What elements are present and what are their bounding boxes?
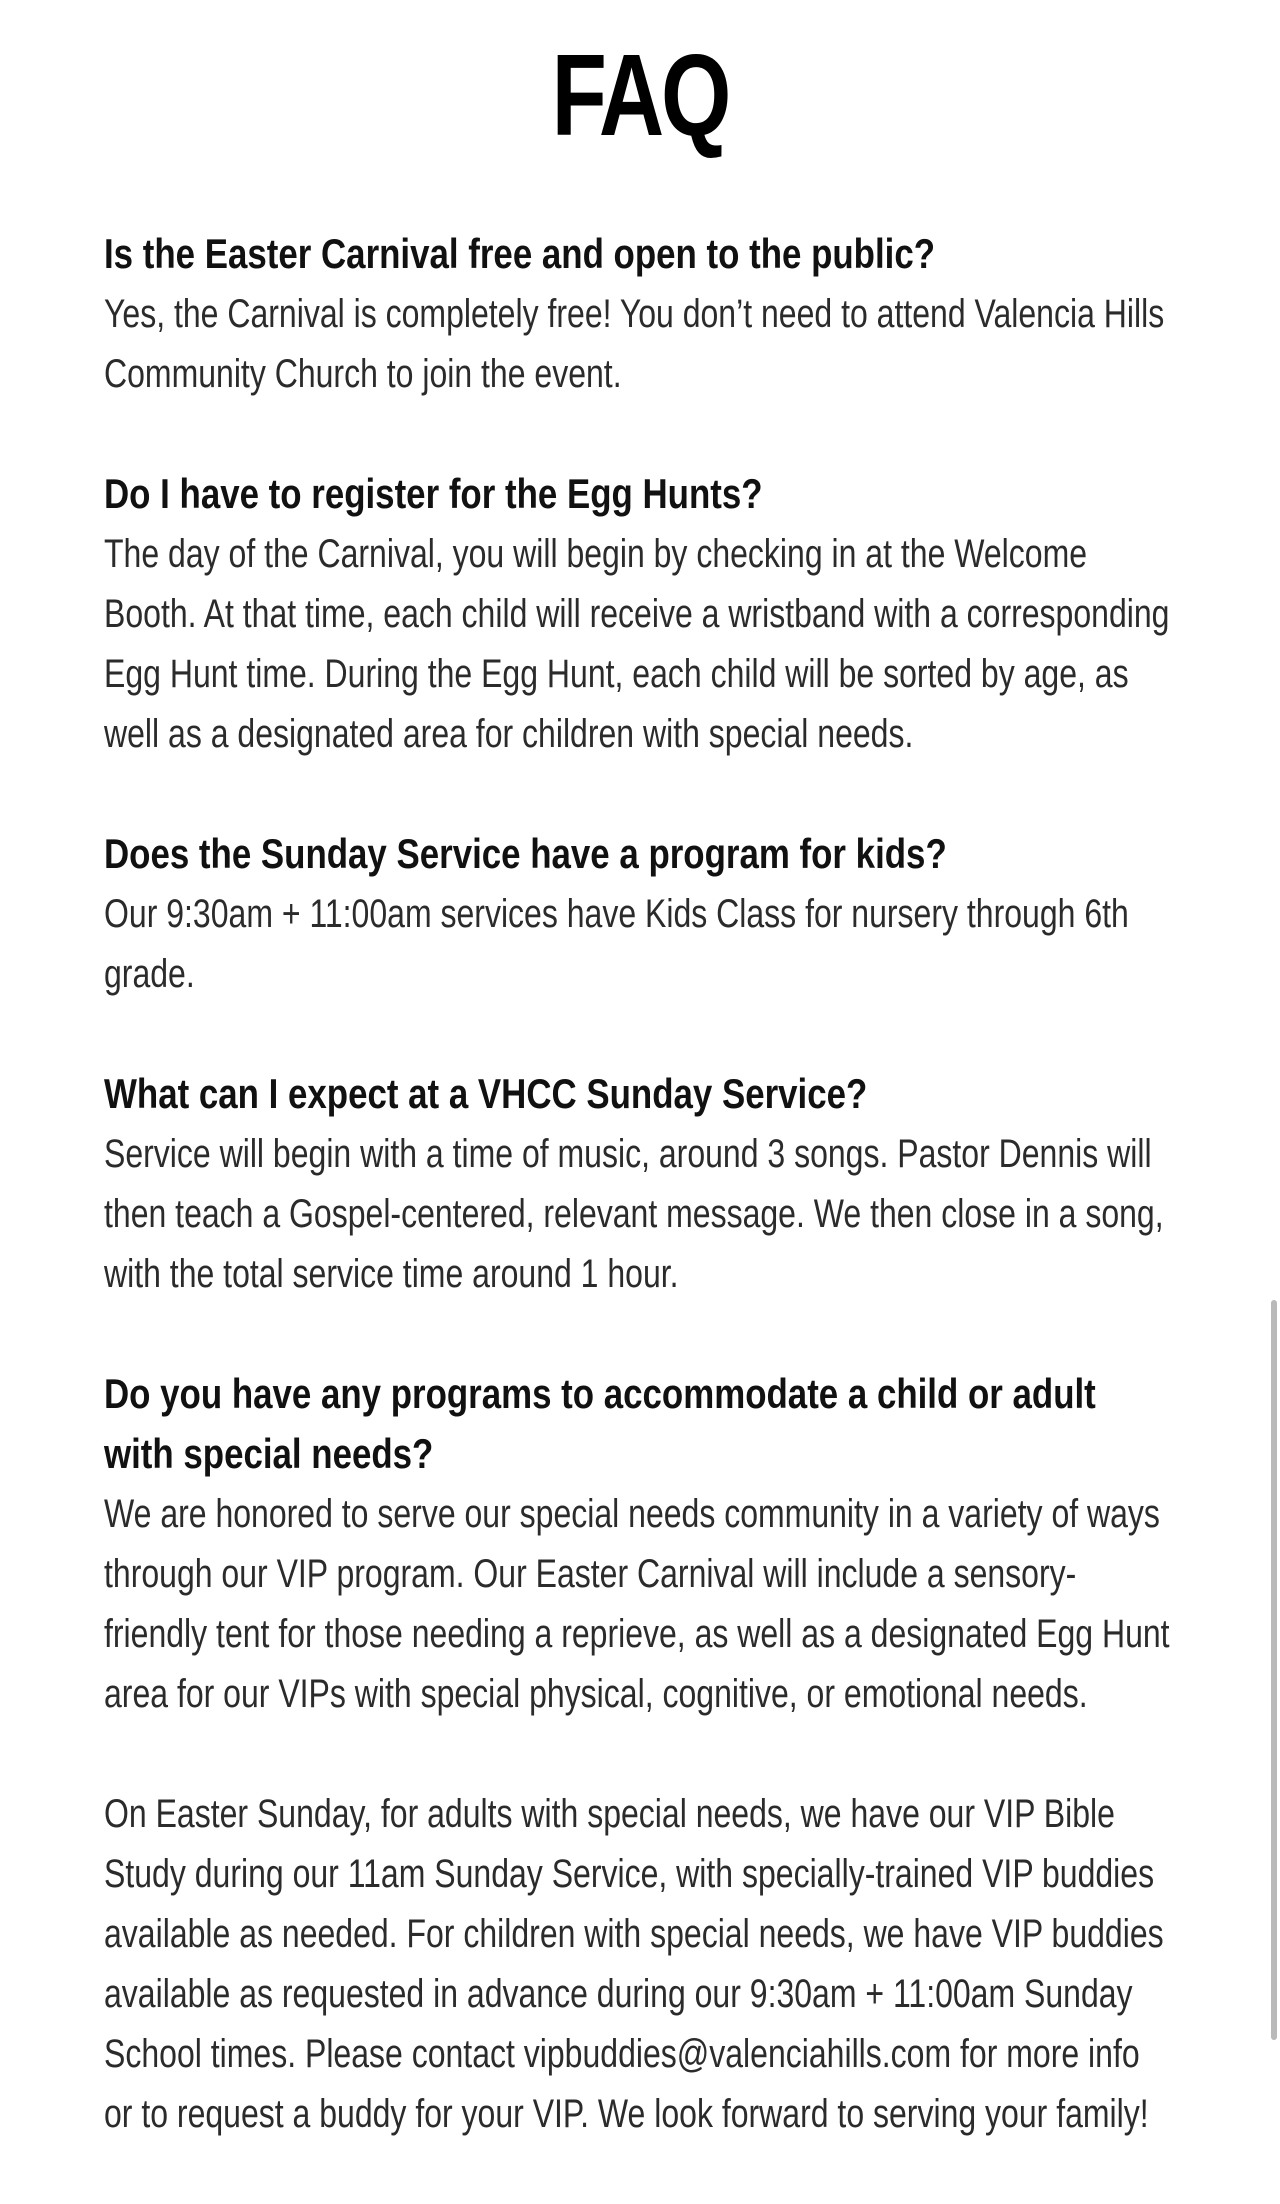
- faq-item-sunday-service: [104, 1064, 1204, 1304]
- faq-item-kids-program: [104, 824, 1204, 1004]
- faq-answer: We are honored to serve our special needs community in a variety of ways through our VIP program. Our Easter Carnival will include a sensory-friendly tent for those needing a reprieve, as well as a designated Egg Hunt area for our VIPs with special physical, cognitive, or emotional needs.: [104, 1492, 1170, 1716]
- faq-question: Does the Sunday Service have a program for kids?: [104, 830, 947, 877]
- faq-answer: Service will begin with a time of music, around 3 songs. Pastor Dennis will then teach a Gospel-centered, relevant message. We then close in a song, with the total service time around 1 hour.: [104, 1132, 1164, 1296]
- faq-answer: Our 9:30am + 11:00am services have Kids Class for nursery through 6th grade.: [104, 892, 1129, 996]
- faq-answer: Yes, the Carnival is completely free! You don’t need to attend Valencia Hills Community Church to join the event.: [104, 292, 1165, 396]
- faq-item-special-needs: [104, 1364, 1204, 2144]
- scrollbar-thumb[interactable]: [1271, 1300, 1277, 2040]
- faq-answer-easter-sunday: On Easter Sunday, for adults with special needs, we have our VIP Bible Study during our 11am Sunday Service, with specially-trained VIP buddies available as needed. For children with special needs, we have VIP buddies available as requested in advance during our 9:30am + 11:00am Sunday School times. Please contact vipbuddies@valenciahills.com for more info or to request a buddy for your VIP. We look forward to serving your family!: [104, 1792, 1164, 2136]
- faq-question: Do you have any programs to accommodate a child or adult with special needs?: [104, 1370, 1096, 1477]
- faq-question: What can I expect at a VHCC Sunday Service?: [104, 1070, 868, 1117]
- faq-list: [104, 224, 1204, 2204]
- faq-item-free-public: [104, 224, 1204, 404]
- faq-question: Do I have to register for the Egg Hunts?: [104, 470, 763, 517]
- faq-question: Is the Easter Carnival free and open to the public?: [104, 230, 936, 277]
- faq-answer: The day of the Carnival, you will begin by checking in at the Welcome Booth. At that time, each child will receive a wristband with a corresponding Egg Hunt time. During the Egg Hunt, each child will be sorted by age, as well as a designated area for children with special needs.: [104, 532, 1170, 756]
- page-title: FAQ: [551, 30, 729, 160]
- faq-item-egg-hunt-registration: [104, 464, 1204, 764]
